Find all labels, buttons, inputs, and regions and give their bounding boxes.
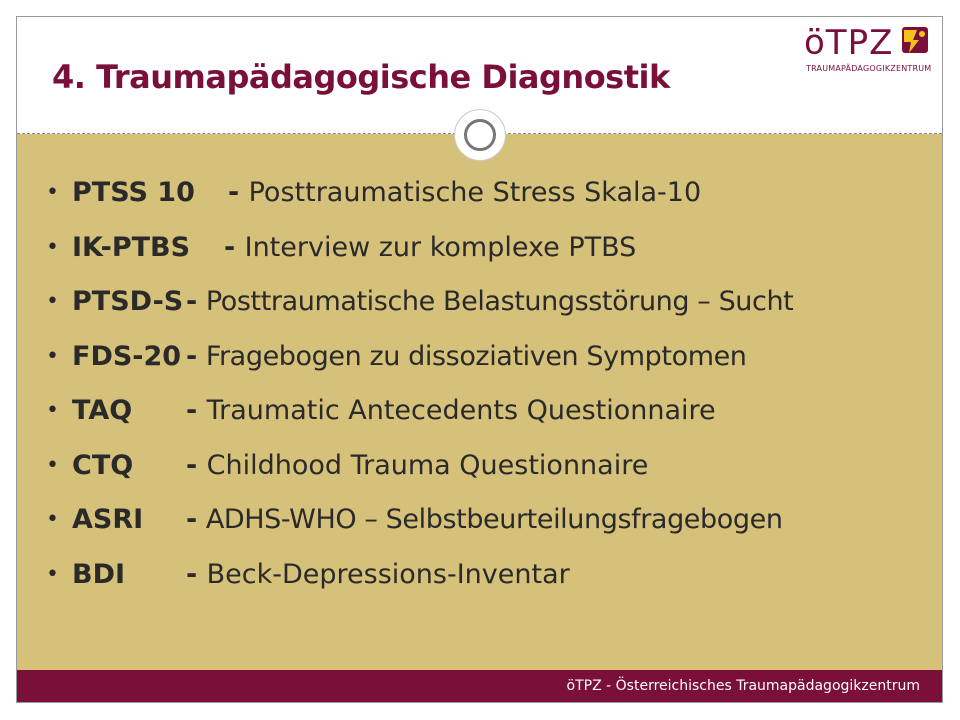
- item-description: Posttraumatische Belastungsstörung – Sucht: [205, 286, 794, 317]
- item-description: Childhood Trauma Questionnaire: [206, 449, 649, 481]
- logo-subtitle: TRAUMAPÄDAGOGIKZENTRUM: [806, 64, 932, 73]
- item-separator: -: [186, 504, 206, 535]
- item-abbreviation: FDS-20: [72, 340, 182, 372]
- item-description: Posttraumatische Stress Skala-10: [248, 177, 702, 208]
- item-separator: -: [186, 286, 206, 317]
- bullet: •: [46, 561, 59, 587]
- item-separator: -: [186, 558, 207, 590]
- item-description-wrap: [228, 166, 701, 221]
- item-description: Beck-Depressions-Inventar: [206, 558, 570, 590]
- bullet: •: [46, 343, 59, 369]
- bullet: •: [46, 180, 59, 205]
- slide-title: 4. Traumapädagogische Diagnostik: [52, 58, 670, 96]
- bullet: •: [46, 452, 59, 478]
- item-abbreviation: IK-PTBS: [72, 231, 191, 263]
- item-description-wrap: [186, 548, 570, 603]
- item-description-wrap: [186, 275, 793, 330]
- item-description: Interview zur komplexe PTBS: [244, 231, 637, 263]
- footer-text: öTPZ - Österreichisches Traumapädagogikzentrum: [566, 678, 920, 694]
- item-abbreviation: PTSD-S: [72, 286, 184, 317]
- item-separator: -: [186, 340, 206, 372]
- bullet: •: [46, 289, 59, 314]
- item-description-wrap: [186, 493, 783, 548]
- logo: [804, 24, 934, 76]
- item-description: Fragebogen zu dissoziativen Symptomen: [205, 340, 747, 372]
- bullet: •: [46, 398, 59, 423]
- logo-text: öTPZ: [804, 23, 894, 63]
- footer-bar: [17, 670, 942, 702]
- item-description-wrap: [186, 384, 716, 439]
- item-abbreviation: BDI: [72, 558, 126, 590]
- bullet: •: [46, 507, 59, 532]
- item-abbreviation: CTQ: [72, 449, 134, 481]
- item-separator: -: [228, 177, 249, 208]
- logo-mark-icon: [901, 26, 929, 56]
- item-abbreviation: TAQ: [72, 395, 133, 426]
- item-description: ADHS-WHO – Selbstbeurteilungsfragebogen: [205, 504, 783, 535]
- item-description-wrap: [186, 439, 648, 494]
- item-description: Traumatic Antecedents Questionnaire: [206, 395, 716, 426]
- item-separator: -: [186, 395, 207, 426]
- item-separator: -: [186, 449, 207, 481]
- item-description-wrap: [224, 221, 636, 276]
- item-abbreviation: PTSS 10: [72, 177, 195, 208]
- bullet: •: [46, 234, 59, 260]
- item-separator: -: [224, 231, 245, 263]
- item-abbreviation: ASRI: [72, 504, 144, 535]
- ring-ornament-inner: [464, 119, 496, 151]
- ring-ornament: [454, 109, 506, 161]
- item-description-wrap: [186, 330, 747, 385]
